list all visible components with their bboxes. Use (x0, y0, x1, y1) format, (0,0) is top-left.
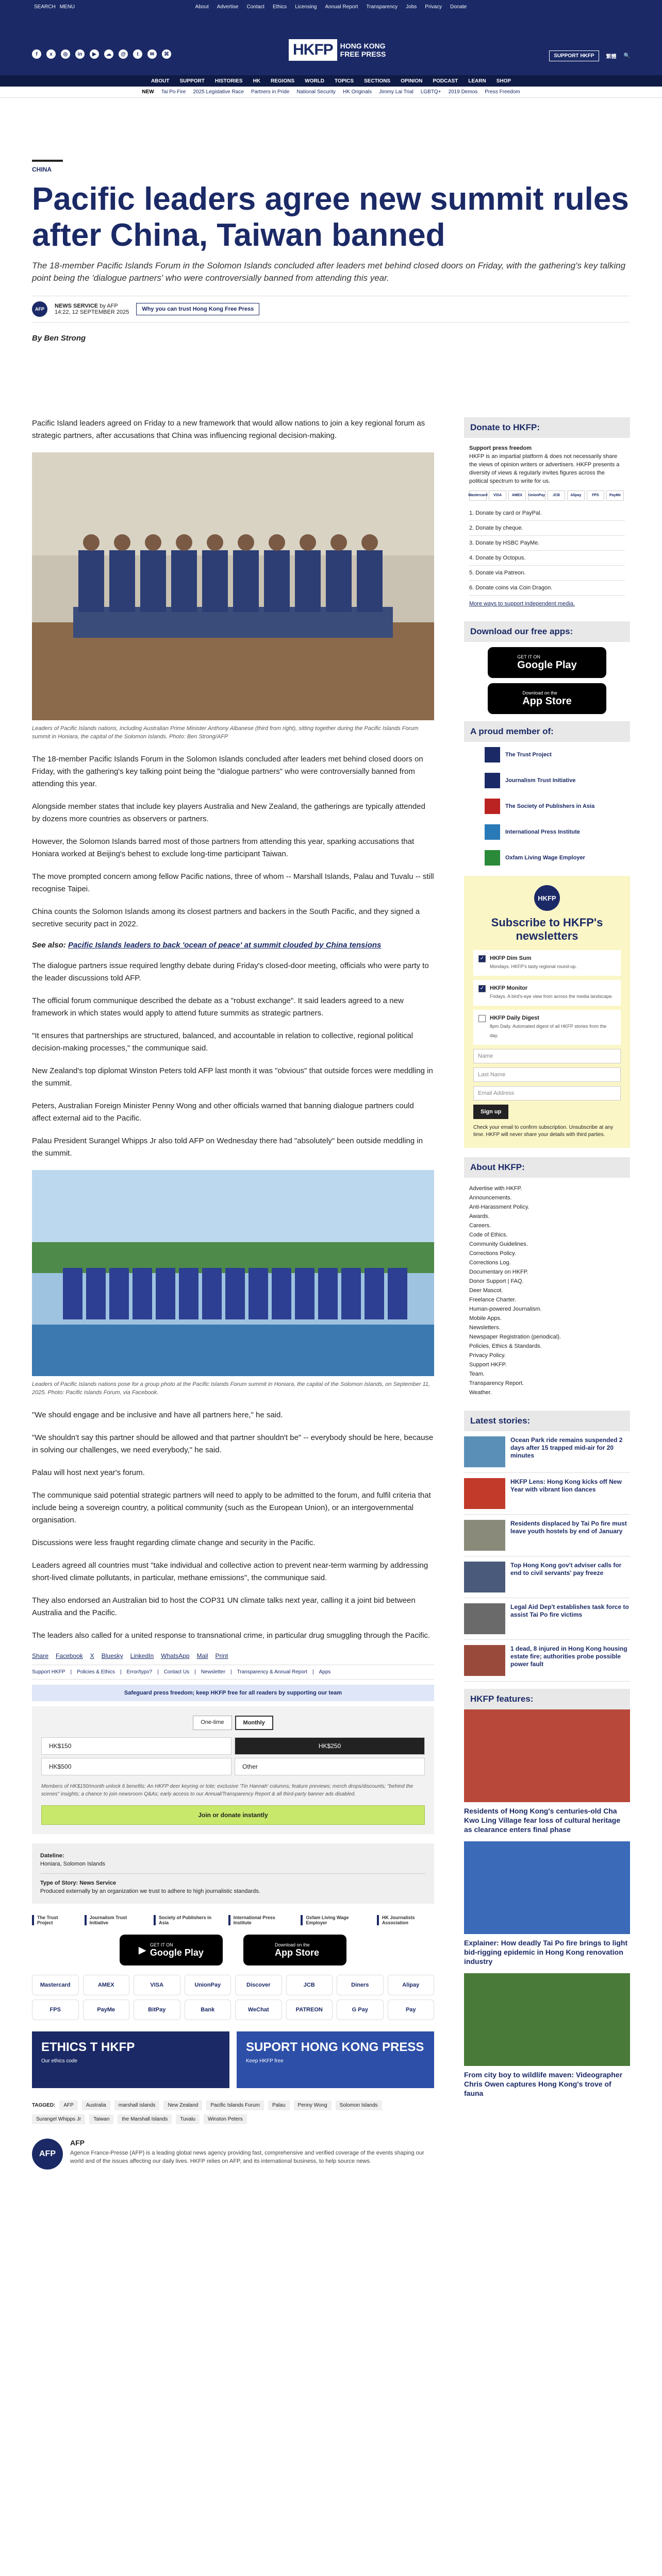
donate-panel (464, 438, 630, 614)
amount-option[interactable]: HK$150 (41, 1737, 231, 1755)
youtube-icon[interactable]: ▶ (90, 49, 99, 59)
last-name-field[interactable]: Last Name (473, 1067, 621, 1082)
main-nav (0, 75, 662, 87)
paragraph: The communique said potential strategic partners will need to apply to be admitted to the forum, and fulfil criteria that include being a sovereign country, a political community (such as the European Union), or an intergovernmental organisation. (32, 1491, 431, 1524)
about-item[interactable]: Advertise with HKFP. (469, 1185, 522, 1192)
logo-line-1: HONG KONG (340, 42, 386, 50)
donate-payment-icons (469, 490, 625, 501)
latest-story[interactable]: 1 dead, 8 injured in Hong Kong housing estate fire; authorities probe possible power fault (464, 1640, 630, 1682)
newsletter-box (464, 876, 630, 1148)
site-header (0, 13, 662, 75)
tag[interactable]: New Zealand (163, 2100, 202, 2110)
source-info (55, 303, 129, 315)
about-item[interactable]: Human-powered Journalism. (469, 1306, 542, 1312)
linkedin-icon[interactable]: in (75, 49, 85, 59)
article-standfirst: The 18-member Pacific Islands Forum in the Solomon Islands concluded after leaders met behind closed doors on Friday, with the gathering's key talking point being the 'dialogue partners' who were controversially banned from attending this year. (32, 261, 626, 283)
trending-item[interactable]: National Security (296, 89, 336, 95)
paragraph: Peters, Australian Foreign Minister Penny Wong and other officials warned that banning dialogue partners could affect external aid to the Pacific. (32, 1101, 414, 1123)
app-buttons (32, 1935, 434, 1965)
about-item[interactable]: Newsletters. (469, 1325, 501, 1331)
tag[interactable]: Pacific Islands Forum (206, 2100, 264, 2110)
social-icons (32, 49, 171, 59)
about-item[interactable]: Careers. (469, 1223, 491, 1229)
about-title: About HKFP: (464, 1157, 630, 1178)
member-item[interactable]: Journalism Trust Initiative (464, 768, 630, 793)
byline: By Ben Strong (32, 334, 86, 343)
trending-item[interactable]: Jimmy Lai Trial (379, 89, 413, 95)
x-icon[interactable]: x (46, 49, 56, 59)
source-type: NEWS SERVICE (55, 303, 98, 309)
top-link-transparency[interactable]: Transparency (366, 4, 398, 10)
site-logo[interactable] (289, 39, 386, 61)
nav-support[interactable]: SUPPORT (179, 78, 205, 84)
nav-world[interactable]: WORLD (305, 78, 324, 84)
email-icon[interactable]: ✉ (147, 49, 157, 59)
member-logo[interactable]: Journalism Trust Initiative (85, 1915, 140, 1925)
donate-option[interactable]: 1. Donate by card or PayPal. (469, 506, 625, 521)
payment-icon: AMEX (508, 490, 526, 501)
sidebar-app-store[interactable]: Download on the App Store (488, 683, 606, 714)
donate-note: Members of HK$150/month unlock 6 benefits: An HKFP deer keyring or tote; exclusive 'Tin Hannah' columns; feature previews; merch drops/discounts; "behind the scenes" insights; a chance to join newsroom Q&As; early access to our Annual/Transparency Report & all third-party banner ads disabled. (41, 1784, 413, 1797)
share-facebook[interactable]: Facebook (56, 1652, 83, 1659)
payment-logo: Pay (388, 1999, 435, 2020)
promo-support[interactable]: SUPORT HONG KONG PRESS Keep HKFP free (237, 2031, 434, 2088)
trending-bar (0, 87, 662, 98)
trending-item[interactable]: Press Freedom (485, 89, 520, 95)
payment-icon: UnionPay (528, 490, 545, 501)
dateline-label: Dateline: (40, 1853, 64, 1859)
language-switch[interactable]: 繁體 (606, 54, 617, 60)
link-transparency[interactable]: Transparency & Annual Report (237, 1669, 308, 1675)
photo-caption: Leaders of Pacific Islands nations, including Australian Prime Minister Anthony Albanese (third from right), sitting together during the Pacific Islands Forum summit in Honiara, the capital of the Solomon Islands. Photo: Ben Strong/AFP (32, 725, 419, 740)
author-avatar[interactable]: AFP (32, 2139, 63, 2170)
paragraph: "We shouldn't say this partner should be allowed and that partner shouldn't be" -- everybody should be here, because in solving our challenges, we need everybody," he said. (32, 1433, 434, 1454)
payment-logo: JCB (286, 1975, 333, 1995)
article-kicker[interactable]: CHINA (32, 166, 52, 173)
rss-icon[interactable]: ⌘ (162, 49, 171, 59)
payment-icon: FPS (587, 490, 604, 501)
nav-shop[interactable]: SHOP (496, 78, 511, 84)
search-link[interactable]: SEARCH (34, 4, 56, 10)
payment-logo: FPS (32, 1999, 79, 2020)
see-also-link[interactable]: Pacific Islands leaders to back 'ocean of peace' at summit clouded by China tensions (68, 941, 382, 950)
latest-story[interactable]: HKFP Lens: Hong Kong kicks off New Year with vibrant lion dances (464, 1473, 630, 1515)
trending-item[interactable]: 2019 Demos (448, 89, 478, 95)
play-icon: ▶ (139, 1944, 146, 1955)
about-item[interactable]: Support HKFP. (469, 1362, 507, 1368)
trending-item[interactable]: LGBTQ+ (420, 89, 441, 95)
promo-row (32, 2031, 434, 2088)
publish-date: 14:22, 12 SEPTEMBER 2025 (55, 309, 129, 315)
payment-icon: Mastercard (469, 490, 487, 501)
about-item[interactable]: Policies, Ethics & Standards. (469, 1343, 542, 1349)
top-link-annual-report[interactable]: Annual Report (325, 4, 358, 10)
avatar: AFP (32, 301, 47, 317)
trending-item[interactable]: Tai Po Fire (161, 89, 186, 95)
telegram-icon[interactable]: t (133, 49, 142, 59)
share-mail[interactable]: Mail (196, 1652, 208, 1659)
bluesky-icon[interactable]: ☁ (104, 49, 113, 59)
payment-logo: AMEX (83, 1975, 130, 1995)
trending-item[interactable]: Partners in Pride (251, 89, 290, 95)
support-links: Support HKFP | Policies & Ethics | Error/typo? | Contact Us | Newsletter | Transparency & Annual Report | Apps (32, 1665, 434, 1680)
tag[interactable]: the Marshall Islands (118, 2114, 172, 2124)
share-label: Share (32, 1652, 49, 1659)
donate-widget (32, 1706, 434, 1834)
trending-item[interactable]: HK Originals (342, 89, 372, 95)
summit-photo-svg (32, 452, 434, 720)
nav-learn[interactable]: LEARN (468, 78, 486, 84)
share-linkedin[interactable]: LinkedIn (130, 1652, 154, 1659)
donate-text: HKFP is an impartial platform & does not necessarily share the views of opinion writers or advertisers. HKFP presents a diversity of views & regularly invites figures across the political spectrum to write for us. (469, 453, 620, 484)
newsletter-logo: HKFP (534, 885, 560, 911)
freq-one-time[interactable]: One-time (193, 1716, 231, 1730)
instagram-icon[interactable]: ◎ (61, 49, 70, 59)
share-whatsapp[interactable]: WhatsApp (161, 1652, 190, 1659)
nav-histories[interactable]: HISTORIES (214, 78, 243, 84)
about-item[interactable]: Deer Mascot. (469, 1287, 503, 1294)
paragraph: The 18-member Pacific Islands Forum in the Solomon Islands concluded after leaders met behind closed doors on Friday, with the gathering's key talking point being the "dialogue partners" who were controversially banned from attending this year. (32, 755, 423, 788)
about-item[interactable]: Freelance Charter. (469, 1297, 517, 1303)
member-item[interactable]: Oxfam Living Wage Employer (464, 845, 630, 871)
tag[interactable]: AFP (59, 2100, 77, 2110)
about-item[interactable]: Team. (469, 1371, 485, 1377)
nav-hk[interactable]: HK (253, 78, 261, 84)
feature-story[interactable]: From city boy to wildlife maven: Videographer Chris Owen captures Hong Kong's trove of fauna (464, 1973, 630, 2098)
freq-monthly[interactable]: Monthly (235, 1716, 273, 1730)
author-bio: Agence France-Presse (AFP) is a leading global news agency providing fast, comprehensive and verified coverage of the events shaping our world and of the issues affecting our daily lives. HKFP relies on AFP, and its international business, to help source news. (70, 2150, 424, 2164)
donate-title: Donate to HKFP: (464, 417, 630, 438)
tag[interactable]: Tuvalu (176, 2114, 200, 2124)
app-store-button[interactable]: Download on the App Store (243, 1935, 346, 1965)
member-item[interactable]: The Trust Project (464, 742, 630, 768)
paragraph: The official forum communique described the debate as a "robust exchange". It said leaders agreed to a new framework in which states would apply to attend future summits as strategic partners. (32, 996, 404, 1018)
latest-story[interactable]: Residents displaced by Tai Po fire must leave youth hostels by end of January (464, 1515, 630, 1556)
paragraph: They also endorsed an Australian bid to host the COP31 UN climate talks next year, calling it a joint bid between Australia and the Pacific. (32, 1596, 416, 1617)
nav-sections[interactable]: SECTIONS (363, 78, 391, 84)
member-logo[interactable]: HK Journalists Association (377, 1915, 434, 1925)
see-also (32, 941, 434, 950)
link-policies[interactable]: Policies & Ethics (77, 1669, 115, 1675)
paragraph: "It ensures that partnerships are structured, balanced, and accountable in relation to collective, regional political decision-making processes," the communique said. (32, 1031, 413, 1053)
payment-logo: PATREON (286, 1999, 333, 2020)
payment-icon: PayMe (606, 490, 624, 501)
about-item[interactable]: Announcements. (469, 1195, 512, 1201)
payment-icon: Alipay (567, 490, 585, 501)
about-item[interactable]: Anti-Harassment Policy. (469, 1204, 529, 1210)
safeguard-banner[interactable]: Safeguard press freedom; keep HKFP free for all readers by supporting our team (32, 1685, 434, 1701)
tag[interactable]: Winston Peters (204, 2114, 247, 2124)
payment-logo: Mastercard (32, 1975, 79, 1995)
paragraph: Discussions were less fraught regarding climate change and security in the Pacific. (32, 1538, 316, 1547)
sidebar (464, 417, 630, 2105)
about-item[interactable]: Corrections Log. (469, 1260, 511, 1266)
nav-podcast[interactable]: PODCAST (433, 78, 458, 84)
member-item[interactable]: The Society of Publishers in Asia (464, 793, 630, 819)
tags (32, 2100, 434, 2124)
kicker-rule (32, 160, 63, 162)
paragraph: Alongside member states that include key players Australia and New Zealand, the gatherings are typically attended by dozens more countries as observers or partners. (32, 802, 425, 823)
join-button[interactable]: Join or donate instantly (41, 1805, 425, 1825)
feature-story[interactable]: Residents of Hong Kong's centuries-old Cha Kwo Ling Village fear loss of cultural heritage as clearance enters final phase (464, 1709, 630, 1834)
payment-logo: Discover (235, 1975, 282, 1995)
paragraph: Palau President Surangel Whipps Jr also told AFP on Wednesday there had "absolutely" been outside meddling in the summit. (32, 1137, 423, 1158)
author-name[interactable]: AFP (70, 2139, 85, 2147)
donate-option[interactable]: 3. Donate by HSBC PayMe. (469, 536, 625, 551)
payment-logo: Bank (185, 1999, 231, 2020)
about-item[interactable]: Code of Ethics. (469, 1232, 508, 1238)
member-logo[interactable]: Oxfam Living Wage Employer (301, 1915, 362, 1925)
payment-logo: Alipay (388, 1975, 435, 1995)
logo-mark: HKFP (289, 39, 337, 61)
tags-label: TAGGED: (32, 2103, 56, 2108)
about-item[interactable]: Transparency Report. (469, 1380, 524, 1386)
sidebar-google-play[interactable]: GET IT ON Google Play (488, 647, 606, 678)
paragraph: New Zealand's top diplomat Winston Peters told AFP last month it was "obvious" that outside forces were meddling in the summit. (32, 1066, 433, 1088)
tag[interactable]: Palau (268, 2100, 290, 2110)
paragraph: Leaders agreed all countries must "take individual and collective action to prevent near-term warming by addressing short-lived climate pollutants, in particular, methane emissions", the communique said. (32, 1561, 428, 1582)
payment-logo: VISA (134, 1975, 180, 1995)
checkbox-checked[interactable]: ✓ (478, 985, 486, 992)
about-item[interactable]: Corrections Policy. (469, 1250, 516, 1257)
latest-title: Latest stories: (464, 1411, 630, 1431)
newsletter-option[interactable]: HKFP Daily Digest 8pm Daily. Automated digest of all HKFP stories from the day. (473, 1010, 621, 1045)
facebook-icon[interactable]: f (32, 49, 41, 59)
newsletter-option[interactable]: ✓ HKFP Dim Sum Mondays. HKFP's tasty regional round-up. (473, 950, 621, 976)
tag[interactable]: Penny Wong (294, 2100, 332, 2110)
payment-logo: UnionPay (185, 1975, 231, 1995)
checkbox-checked[interactable]: ✓ (478, 955, 486, 962)
logo-line-2: FREE PRESS (340, 50, 386, 58)
name-field[interactable]: Name (473, 1049, 621, 1063)
trust-button[interactable]: Why you can trust Hong Kong Free Press (136, 303, 259, 315)
donate-option[interactable]: 5. Donate via Patreon. (469, 566, 625, 581)
apps-title: Download our free apps: (464, 621, 630, 642)
signup-button[interactable]: Sign up (473, 1105, 508, 1119)
member-title: A proud member of: (464, 721, 630, 742)
about-item[interactable]: Mobile Apps. (469, 1315, 502, 1321)
about-item[interactable]: Weather. (469, 1389, 492, 1396)
member-logo[interactable]: International Press Institute (228, 1915, 287, 1925)
checkbox[interactable] (478, 1015, 486, 1022)
search-icon[interactable]: 🔍 (623, 53, 630, 59)
group-photo (32, 1170, 434, 1376)
newsletter-option[interactable]: ✓ HKFP Monitor Fridays. A bird's-eye view from across the media landscape. (473, 980, 621, 1006)
link-newsletter[interactable]: Newsletter (201, 1669, 226, 1675)
email-field[interactable]: Email Address (473, 1086, 621, 1100)
top-link-jobs[interactable]: Jobs (406, 4, 417, 10)
article-header (32, 160, 630, 343)
link-support[interactable]: Support HKFP (32, 1669, 65, 1675)
top-link-advertise[interactable]: Advertise (217, 4, 239, 10)
payment-icon: JCB (548, 490, 565, 501)
member-item[interactable]: International Press Institute (464, 819, 630, 845)
about-list (464, 1178, 630, 1403)
photo-caption: Leaders of Pacific Islands nations pose for a group photo at the Pacific Islands Forum summit in Honiara, the capital of the Solomon Islands, on September 11, 2025. Photo: Pacific Islands Forum, via Facebook. (32, 1381, 431, 1396)
paragraph: Palau will host next year's forum. (32, 1468, 145, 1477)
about-item[interactable]: Community Guidelines. (469, 1241, 528, 1247)
paragraph: The move prompted concern among fellow Pacific nations, three of whom -- Marshall Islands, Palau and Tuvalu -- still recognise Taipei. (32, 872, 434, 893)
donate-option[interactable]: 4. Donate by Octopus. (469, 551, 625, 566)
amount-option[interactable]: HK$500 (41, 1758, 231, 1775)
link-error[interactable]: Error/typo? (126, 1669, 153, 1675)
tag[interactable]: Solomon Islands (336, 2100, 382, 2110)
more-ways-link[interactable]: More ways to support independent media. (469, 601, 575, 607)
paragraph: However, the Solomon Islands barred most of those partners from attending this year, sparking accusations that Honiara worked at Beijing's behest to exclude long-time participant Taiwan. (32, 837, 415, 858)
source-by[interactable]: by AFP (100, 303, 118, 309)
nav-regions[interactable]: REGIONS (271, 78, 295, 84)
top-link-about[interactable]: About (195, 4, 209, 10)
top-link-donate[interactable]: Donate (450, 4, 467, 10)
features-title: HKFP features: (464, 1689, 630, 1709)
tag[interactable]: Taiwan (89, 2114, 113, 2124)
top-link-licensing[interactable]: Licensing (295, 4, 317, 10)
member-logo[interactable]: Society of Publishers in Asia (154, 1915, 214, 1925)
about-item[interactable]: Awards. (469, 1213, 490, 1219)
support-hkfp-button[interactable]: SUPPORT HKFP (549, 50, 599, 61)
donate-option[interactable]: 6. Donate coins via Coin Dragon. (469, 581, 625, 596)
nav-topics[interactable]: TOPICS (334, 78, 354, 84)
tag[interactable]: Australia (82, 2100, 110, 2110)
donate-lead: Support press freedom (469, 445, 532, 451)
share-x[interactable]: X (90, 1652, 94, 1659)
article-body (32, 417, 434, 2170)
paragraph: "We should engage and be inclusive and have all partners here," he said. (32, 1411, 283, 1419)
type-label: Type of Story: News Service (40, 1880, 117, 1886)
article-title: Pacific leaders agree new summit rules after China, Taiwan banned (32, 181, 629, 253)
story-info (32, 1843, 434, 1904)
latest-story[interactable]: Top Hong Kong gov't adviser calls for end to civil servants' pay freeze (464, 1556, 630, 1598)
latest-story[interactable]: Legal Aid Dep't establishes task force to assist Tai Po fire victims (464, 1598, 630, 1640)
about-item[interactable]: Privacy Policy. (469, 1352, 506, 1359)
amount-option-selected[interactable]: HK$250 (235, 1737, 425, 1755)
paragraph: China counts the Solomon Islands among its closest partners and backers in the South Pacific, and they signed a secretive security pact in 2022. (32, 907, 420, 928)
author-box (32, 2139, 434, 2170)
share-bar (32, 1652, 434, 1659)
about-item[interactable]: Donor Support | FAQ. (469, 1278, 524, 1284)
payment-logo: G Pay (337, 1999, 384, 2020)
share-bluesky[interactable]: Bluesky (101, 1652, 123, 1659)
paragraph: The leaders also called for a united response to transnational crime, in particular drug smuggling through the Pacific. (32, 1631, 431, 1640)
payment-icon: VISA (489, 490, 506, 501)
menu-link[interactable]: MENU (59, 4, 75, 10)
donate-option[interactable]: 2. Donate by cheque. (469, 521, 625, 536)
logo-words (340, 42, 386, 58)
trending-label: NEW (142, 89, 154, 95)
newsletter-note: Check your email to confirm subscription. Unsubscribe at any time. HKFP will never share your details with third parties. (473, 1125, 614, 1138)
paragraph: The dialogue partners issue required lengthy debate during Friday's closed-door meeting, officials who were party to the leader discussions told AFP. (32, 961, 429, 982)
lead-photo (32, 452, 434, 720)
see-also-label: See also: (32, 941, 66, 950)
payment-logos (32, 1975, 434, 2020)
link-apps[interactable]: Apps (319, 1669, 331, 1675)
dateline: Honiara, Solomon Islands (40, 1861, 105, 1867)
top-link-contact[interactable]: Contact (246, 4, 264, 10)
article-meta (32, 296, 630, 323)
about-item[interactable]: Documentary on HKFP. (469, 1269, 528, 1275)
payment-logo: PayMe (83, 1999, 130, 2020)
payment-logo: Diners (337, 1975, 384, 1995)
threads-icon[interactable]: @ (119, 49, 128, 59)
member-logo[interactable]: The Trust Project (32, 1915, 70, 1925)
promo-ethics[interactable]: ETHICS T HKFP Our ethics code (32, 2031, 229, 2088)
share-print[interactable]: Print (215, 1652, 228, 1659)
top-link-privacy[interactable]: Privacy (425, 4, 442, 10)
trending-item[interactable]: 2025 Legislative Race (193, 89, 244, 95)
latest-story[interactable]: Ocean Park ride remains suspended 2 days after 15 trapped mid-air for 20 minutes (464, 1431, 630, 1473)
nav-about[interactable]: ABOUT (151, 78, 170, 84)
amount-other[interactable]: Other (235, 1758, 425, 1775)
tag[interactable]: Surangel Whipps Jr (32, 2114, 85, 2124)
member-logos (32, 1915, 434, 1925)
group-photo-svg (32, 1170, 434, 1376)
link-contact[interactable]: Contact Us (163, 1669, 190, 1675)
top-link-ethics[interactable]: Ethics (272, 4, 287, 10)
top-bar (0, 0, 662, 13)
paragraph: Pacific Island leaders agreed on Friday to a new framework that would allow nations to join a key regional forum as strategic partners, after accusations that China was influencing regional decision-making. (32, 419, 425, 440)
payment-logo: WeChat (235, 1999, 282, 2020)
type-desc: Produced externally by an organization we trust to adhere to high journalistic standards. (40, 1888, 260, 1894)
tag[interactable]: marshall islands (114, 2100, 160, 2110)
about-item[interactable]: Newspaper Registration (periodical). (469, 1334, 561, 1340)
newsletter-title: Subscribe to HKFP's newsletters (491, 916, 603, 942)
google-play-button[interactable]: ▶ GET IT ON Google Play (120, 1935, 223, 1965)
feature-story[interactable]: Explainer: How deadly Tai Po fire brings to light bid-rigging epidemic in Hong Kong renovation industry (464, 1841, 630, 1966)
payment-logo: BitPay (134, 1999, 180, 2020)
nav-opinion[interactable]: OPINION (401, 78, 423, 84)
